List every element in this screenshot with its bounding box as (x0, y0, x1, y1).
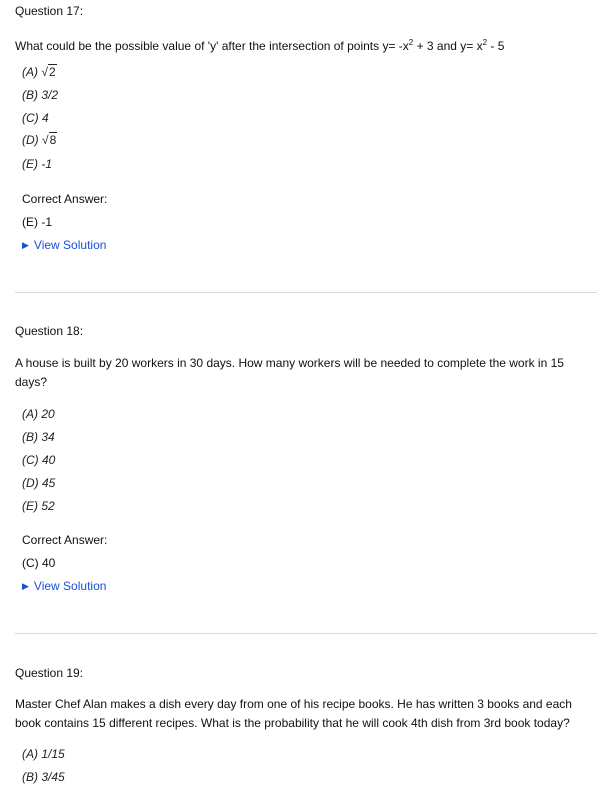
question-19-text: Master Chef Alan makes a dish every day from one of his recipe books. He has written 3 books and each book contains 15 different recipes. What is the probability that he will cook 4th dish from 3rd book today? (15, 697, 572, 730)
triangle-right-icon: ▶ (22, 240, 29, 250)
triangle-right-icon: ▶ (22, 581, 29, 591)
q19-option-b[interactable]: (B) 3/45 (22, 770, 65, 784)
q17-correct-answer-value: (E) -1 (22, 215, 52, 229)
q18-correct-answer-value: (C) 40 (22, 556, 56, 570)
q18-option-e[interactable]: (E) 52 (22, 499, 55, 513)
q17-option-e[interactable]: (E) -1 (22, 157, 52, 171)
sqrt-symbol: √2 (41, 65, 56, 79)
q17-sup: 2 (408, 38, 414, 47)
q17-option-c[interactable]: (C) 4 (22, 111, 49, 125)
q17-correct-answer-label: Correct Answer: (22, 192, 108, 206)
q17-option-a[interactable] (22, 65, 57, 79)
q17-option-d[interactable] (22, 133, 57, 147)
q18-option-a[interactable]: (A) 20 (22, 407, 55, 421)
q17-option-b[interactable]: (B) 3/2 (22, 88, 59, 102)
question-17-text (15, 33, 580, 56)
question-18-title: Question 18: (15, 324, 84, 338)
q18-correct-answer-label: Correct Answer: (22, 533, 108, 547)
view-solution-label: View Solution (33, 238, 107, 252)
sqrt-radicand: 2 (48, 65, 56, 79)
q19-option-a[interactable]: (A) 1/15 (22, 747, 65, 761)
divider (15, 633, 597, 634)
q17-sup: 2 (482, 38, 488, 47)
q17-text-part: - 5 (487, 39, 505, 53)
q17-text-part: + 3 and y= x (413, 39, 483, 53)
q18-option-d[interactable]: (D) 45 (22, 476, 56, 490)
option-prefix: (A) (22, 65, 42, 79)
option-prefix: (D) (22, 133, 42, 147)
q17-text-part: What could be the possible value of 'y' after the intersection of points y= -x (15, 39, 409, 53)
sqrt-symbol: √8 (42, 133, 57, 147)
view-solution-label: View Solution (33, 579, 107, 593)
q17-view-solution-link[interactable] (22, 238, 106, 252)
q18-view-solution-link[interactable] (22, 579, 106, 593)
question-19-title: Question 19: (15, 666, 84, 680)
q18-option-b[interactable]: (B) 34 (22, 430, 55, 444)
sqrt-radicand: 8 (49, 133, 57, 147)
question-17-title: Question 17: (15, 4, 84, 18)
divider (15, 292, 597, 293)
q18-option-c[interactable]: (C) 40 (22, 453, 56, 467)
question-18-text: A house is built by 20 workers in 30 days. How many workers will be needed to complete the work in 15 days? (15, 356, 564, 389)
